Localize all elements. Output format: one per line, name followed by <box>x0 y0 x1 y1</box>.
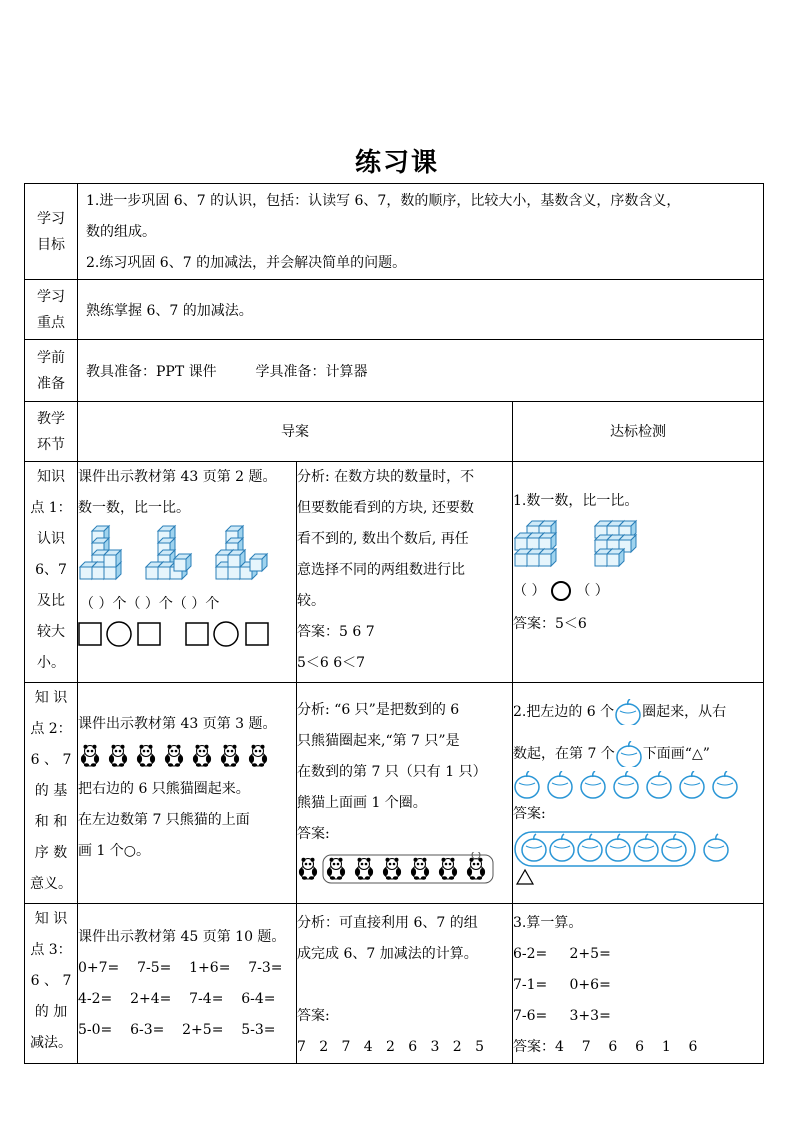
k2-label-line: 意义。 <box>30 876 72 892</box>
k2-label-line: 6 、 7 <box>30 752 72 768</box>
apple-icon <box>615 741 643 767</box>
header-label-1: 教学 <box>37 410 65 427</box>
circle-shape <box>214 622 238 646</box>
prep-label-2: 准备 <box>37 375 65 392</box>
pandas-answer-figure <box>297 852 497 886</box>
k2-label-line: 和 和 <box>34 814 68 830</box>
k2-analysis <box>297 683 513 904</box>
goal-row <box>25 184 764 280</box>
square-shape <box>79 623 101 645</box>
k2-check-text: 下面画“△” <box>642 746 710 762</box>
k2-label <box>25 683 78 904</box>
k3-guide-line: 课件出示教材第 45 页第 10 题。 <box>78 929 286 945</box>
k1-count-blanks: （ ）个（ ）个（ ）个 <box>80 596 220 612</box>
prep-row <box>25 340 764 402</box>
k2-guide-line: 画 1 个○。 <box>78 843 151 859</box>
goal-label <box>25 184 78 280</box>
k2-analysis-line: 分析: “6 只”是把数到的 6 <box>297 702 460 718</box>
k1-label-line: 较大 <box>37 624 65 640</box>
k1-check-cubes-figure <box>513 519 743 571</box>
header-label-2: 环节 <box>37 436 65 453</box>
k2-check-text: 圈起来，从右 <box>642 704 727 720</box>
k1-check <box>513 462 764 683</box>
k2-analysis-line: 熊猫上面画 1 个圈。 <box>297 795 427 811</box>
goal-content <box>78 184 764 280</box>
teacher-prep: 教具准备：PPT 课件 <box>86 363 217 380</box>
focus-label-2: 重点 <box>37 314 65 331</box>
k2-answer: 答案: <box>297 826 330 842</box>
k2-check <box>513 683 764 904</box>
k2-label-line: 序 数 <box>34 845 68 861</box>
apple-icon <box>614 699 642 725</box>
k2-check-line-2 <box>513 739 763 769</box>
prep-label-1: 学前 <box>37 349 65 366</box>
goal-label-2: 目标 <box>37 236 65 253</box>
col-check-header: 达标检测 <box>513 402 764 462</box>
cube-groups-figure <box>78 524 278 590</box>
k1-check-blank: （ ） <box>576 583 609 599</box>
lesson-table <box>24 183 764 1064</box>
k1-answer-2: 5＜6 6＜7 <box>297 655 366 671</box>
k2-analysis-line: 只熊猫圈起来,“第 7 只”是 <box>297 733 460 749</box>
k2-label-line: 知 识 <box>34 690 68 706</box>
k1-row <box>25 462 764 683</box>
k3-row <box>25 904 764 1064</box>
k1-label-line: 小。 <box>37 655 65 671</box>
pandas-figure <box>78 742 278 772</box>
k1-check-blank: （ ） <box>513 583 546 599</box>
k2-check-answer: 答案: <box>513 806 546 822</box>
k2-analysis-line: 在数到的第 7 只（只有 1 只） <box>297 764 487 780</box>
apples-row <box>513 771 747 799</box>
square-shape <box>186 623 208 645</box>
k3-label-line: 的 加 <box>34 1004 68 1020</box>
k3-analysis-line: 分析：可直接利用 6、7 的组 <box>297 915 478 931</box>
page-title: 练习课 <box>354 148 439 178</box>
k1-analysis-line: 但要数能看到的方块, 还要数 <box>297 500 474 516</box>
k3-check <box>513 904 764 1064</box>
compare-circle <box>550 580 572 602</box>
k1-check-title: 1.数一数，比一比。 <box>513 493 639 509</box>
k3-label-line: 减法。 <box>30 1035 72 1051</box>
k1-analysis <box>297 462 513 683</box>
focus-label-1: 学习 <box>37 288 65 305</box>
k1-label-line: 认识 <box>37 531 65 547</box>
square-shape <box>138 623 160 645</box>
k2-check-line-1 <box>513 697 763 727</box>
prep-label <box>25 340 78 402</box>
k2-guide <box>78 683 297 904</box>
k1-analysis-line: 看不到的, 数出个数后, 再任 <box>297 531 469 547</box>
k1-label-line: 及比 <box>37 593 65 609</box>
k3-guide <box>78 904 297 1064</box>
k3-answer-2: 7 2 7 4 2 6 3 2 5 <box>297 1039 484 1055</box>
focus-row <box>25 280 764 340</box>
k2-guide-line: 在左边数第 7 只熊猫的上面 <box>78 812 250 828</box>
student-prep: 学具准备：计算器 <box>255 363 368 380</box>
k2-guide-line: 课件出示教材第 43 页第 3 题。 <box>78 716 277 732</box>
goal-line-1: 1.进一步巩固 6、7 的认识，包括：认读写 6、7，数的顺序，比较大小，基数含义，序数含义， <box>86 193 681 209</box>
k3-answer-1: 答案: <box>297 1008 330 1024</box>
k3-analysis-line: 成完成 6、7 加减法的计算。 <box>297 946 478 962</box>
k3-check-eq: 7-6= 3+3= <box>513 1008 611 1024</box>
k1-label-line: 6、7 <box>35 562 67 578</box>
compare-shapes-figure <box>78 620 278 650</box>
k1-guide-line: 课件出示教材第 43 页第 2 题。 <box>78 469 277 485</box>
header-label <box>25 402 78 462</box>
k1-guide <box>78 462 297 683</box>
k1-check-compare <box>513 577 763 605</box>
k3-equations: 5-0= 6-3= 2+5= 5-3= <box>78 1022 276 1038</box>
focus-content: 熟练掌握 6、7 的加减法。 <box>78 280 764 340</box>
goal-line-2: 数的组成。 <box>86 224 156 240</box>
k2-label-line: 的 基 <box>34 783 68 799</box>
k1-answer-1: 答案：5 6 7 <box>297 624 375 640</box>
k1-analysis-line: 较。 <box>297 593 325 609</box>
circle-shape <box>107 622 131 646</box>
k2-row <box>25 683 764 904</box>
k3-label-line: 知 识 <box>34 911 68 927</box>
k3-label-line: 点 3： <box>30 942 72 958</box>
col-guide-header: 导案 <box>78 402 513 462</box>
k1-guide-line: 数一数，比一比。 <box>78 500 190 516</box>
focus-label <box>25 280 78 340</box>
k1-check-answer: 答案：5＜6 <box>513 616 587 632</box>
k1-label-line: 知识 <box>37 469 65 485</box>
k1-analysis-line: 分析: 在数方块的数量时，不 <box>297 469 475 485</box>
k2-check-text: 2.把左边的 6 个 <box>513 704 615 720</box>
k3-check-answer: 答案：4 7 6 6 1 6 <box>513 1039 698 1055</box>
square-shape <box>246 623 268 645</box>
k1-analysis-line: 意选择不同的两组数进行比 <box>297 562 465 578</box>
goal-line-3: 2.练习巩固 6、7 的加减法，并会解决简单的问题。 <box>86 255 407 271</box>
k3-check-title: 3.算一算。 <box>513 915 583 931</box>
k1-label-line: 点 1： <box>30 500 72 516</box>
k2-check-text: 数起，在第 7 个 <box>513 746 615 762</box>
apples-answer-figure <box>513 830 747 886</box>
header-row <box>25 402 764 462</box>
k3-analysis <box>297 904 513 1064</box>
k1-label <box>25 462 78 683</box>
k2-guide-line: 把右边的 6 只熊猫圈起来。 <box>78 781 250 797</box>
k3-label <box>25 904 78 1064</box>
k2-label-line: 点 2： <box>30 721 72 737</box>
k3-check-eq: 6-2= 2+5= <box>513 946 611 962</box>
goal-label-1: 学习 <box>37 210 65 227</box>
k3-label-line: 6 、 7 <box>30 973 72 989</box>
prep-content <box>78 340 764 402</box>
k3-equations: 4-2= 2+4= 7-4= 6-4= <box>78 991 276 1007</box>
k3-equations: 0+7= 7-5= 1+6= 7-3= <box>78 960 283 976</box>
k3-check-eq: 7-1= 0+6= <box>513 977 611 993</box>
